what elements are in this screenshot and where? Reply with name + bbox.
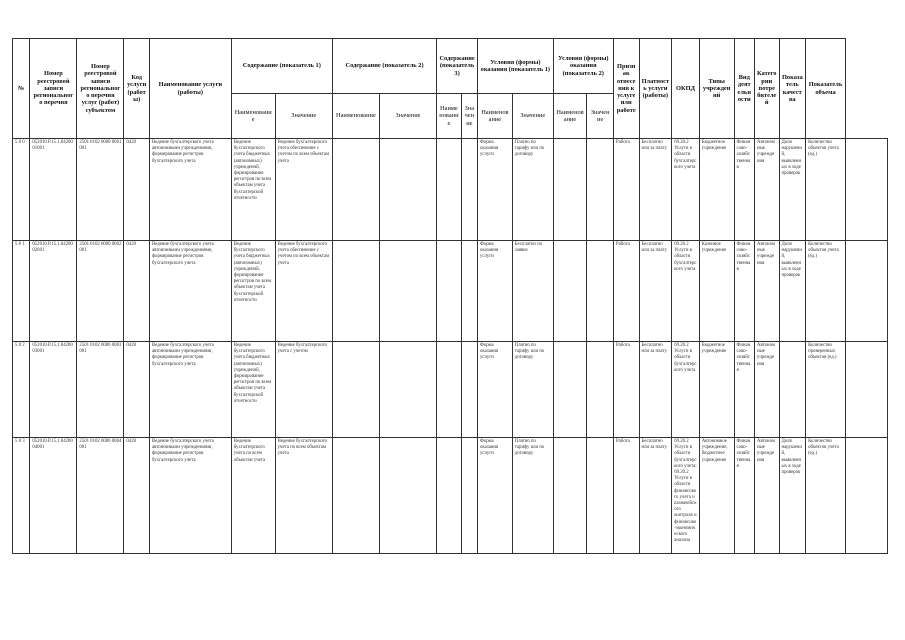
cell-content-2-name xyxy=(332,438,379,554)
cell-content-2-value xyxy=(379,139,436,241)
cell-consumers: Автономные учреждения xyxy=(754,342,779,438)
cell-extra xyxy=(845,342,887,438)
cell-registry-number: 052010.Р.15.1.0420001001 xyxy=(30,139,77,241)
cell-content-3-value xyxy=(461,438,477,554)
cell-activity: Финансово-хозяйственная xyxy=(734,241,754,342)
cell-okpd: 69.20.2 Услуги в области бухгалтерского учета xyxy=(672,342,700,438)
cell-no: 5 8 2 xyxy=(13,342,30,438)
cell-registry-number: 052010.Р.15.1.0420003001 xyxy=(30,342,77,438)
cell-volume: Количество проверенных объектов (ед.) xyxy=(806,342,846,438)
cell-content-2-name xyxy=(332,139,379,241)
cell-volume: Количество объектов учета (ед.) xyxy=(806,438,846,554)
cell-content-3-name xyxy=(437,342,462,438)
cell-okpd: 69.20.2 Услуги в области бухгалтерского учета; 69.20.2 Услуги в области финансового учета и казначейского контроля и финансово-экономического анализа xyxy=(672,438,700,554)
col-header-no: № xyxy=(13,39,30,139)
col-header-conditions-2: Условия (формы) оказания (показатель 2) xyxy=(553,39,613,94)
registry-table xyxy=(12,38,888,554)
col-header-consumers: Категории потребителей xyxy=(754,39,779,139)
cell-conditions-1-value: Платно по тарифу или по договору xyxy=(512,342,553,438)
cell-content-2-value xyxy=(379,241,436,342)
cell-volume: Количество объектов учета (ед.) xyxy=(806,241,846,342)
col-header-service-name: Наименование услуги (работы) xyxy=(149,39,231,139)
cell-content-2-value xyxy=(379,438,436,554)
cell-quality: Доля нарушений, выявленных в ходе проверок xyxy=(779,241,806,342)
cell-content-1-value: Ведение бухгалтерского учета с учетом xyxy=(275,342,332,438)
subheader-name: Наименование xyxy=(478,94,513,139)
cell-conditions-1-value: Платно по тарифу или по договору xyxy=(512,139,553,241)
col-header-content-2: Содержание (показатель 2) xyxy=(332,39,436,94)
subheader-value: Значение xyxy=(512,94,553,139)
cell-conditions-2-name xyxy=(553,139,587,241)
cell-conditions-1-value: Бесплатно по заявке xyxy=(512,241,553,342)
cell-content-3-value xyxy=(461,139,477,241)
cell-quality xyxy=(779,342,806,438)
cell-no: 5 8 0 xyxy=(13,139,30,241)
header-row xyxy=(13,39,888,94)
col-header-volume: Показатель объема xyxy=(806,39,846,139)
cell-consumers: Автономные учреждения xyxy=(754,241,779,342)
cell-kind: Работа xyxy=(613,241,639,342)
cell-institution-types: Бюджетное учреждение xyxy=(699,342,734,438)
col-header-kind: Признак отнесения к услуге или работе xyxy=(613,39,639,139)
cell-registry-number: 052010.Р.15.1.0420004001 xyxy=(30,438,77,554)
cell-content-1-name: Ведение бухгалтерского учета бюджетных (автономных) учреждений, формирование регистров по всем объектам учета бухгалтерской отчетности xyxy=(231,139,275,241)
cell-service-name: Ведение бухгалтерского учета автономными учреждениями, формирование регистров бухгалтерского учета xyxy=(149,241,231,342)
col-header-content-3: Содержание (показатель 3) xyxy=(437,39,478,94)
cell-content-3-name xyxy=(437,139,462,241)
cell-content-2-name xyxy=(332,342,379,438)
cell-paid: Бесплатно или за плату xyxy=(639,241,672,342)
cell-quality: Доля нарушений, выявленных в ходе проверок xyxy=(779,438,806,554)
cell-registry-number-subject: 2501 0102 0000 0001 001 xyxy=(77,139,124,241)
cell-content-1-name: Ведение бухгалтерского учета бюджетных (автономных) учреждений, формирование регистров по всем объектам учета бухгалтерской отчетности xyxy=(231,241,275,342)
cell-consumers: Автономные учреждения xyxy=(754,139,779,241)
col-header-paid: Платность услуги (работы) xyxy=(639,39,672,139)
cell-conditions-1-name: Форма оказания услуги xyxy=(478,241,513,342)
cell-conditions-2-value xyxy=(587,342,614,438)
cell-conditions-2-value xyxy=(587,139,614,241)
cell-paid: Бесплатно или за плату xyxy=(639,342,672,438)
cell-registry-number-subject: 2501 0102 0000 0004 001 xyxy=(77,438,124,554)
cell-conditions-1-value: Платно по тарифу или по договору xyxy=(512,438,553,554)
subheader-value: Значение xyxy=(461,94,477,139)
cell-content-1-name: Ведение бухгалтерского учета по всем объектам учета xyxy=(231,438,275,554)
cell-okpd: 69.20.2 Услуги в области бухгалтерского учета xyxy=(672,139,700,241)
cell-content-3-name xyxy=(437,241,462,342)
cell-kind: Работа xyxy=(613,438,639,554)
cell-extra xyxy=(845,139,887,241)
cell-activity: Финансово-хозяйственная xyxy=(734,139,754,241)
cell-content-1-name: Ведение бухгалтерского учета бюджетных (автономных) учреждений, формирование регистров по всем объектам учета бухгалтерской отчетности xyxy=(231,342,275,438)
cell-registry-number-subject: 2501 0102 0000 0003 001 xyxy=(77,342,124,438)
table-row xyxy=(13,438,888,554)
cell-content-2-value xyxy=(379,342,436,438)
cell-content-1-value: Ведение бухгалтерского учета обеспечение с учетом по всем объектам учета xyxy=(275,139,332,241)
cell-service-code: 0420 xyxy=(124,342,150,438)
col-header-activity: Вид деятельности xyxy=(734,39,754,139)
cell-conditions-1-name: Форма оказания услуги xyxy=(478,438,513,554)
cell-paid: Бесплатно или за плату xyxy=(639,438,672,554)
cell-conditions-1-name: Форма оказания услуги xyxy=(478,342,513,438)
col-header-quality: Показатель качества xyxy=(779,39,806,139)
cell-okpd: 69.20.2 Услуги в области бухгалтерского учета xyxy=(672,241,700,342)
cell-kind: Работа xyxy=(613,342,639,438)
col-header-registry-number-subject: Номер реестровой записи регионального перечня услуг (работ) субъектом xyxy=(77,39,124,139)
cell-conditions-2-value xyxy=(587,241,614,342)
table-row xyxy=(13,241,888,342)
cell-service-name: Ведение бухгалтерского учета автономными учреждениями, формирование регистров бухгалтерского учета xyxy=(149,139,231,241)
col-header-content-1: Содержание (показатель 1) xyxy=(231,39,332,94)
cell-content-3-value xyxy=(461,241,477,342)
col-header-okpd: ОКПД xyxy=(672,39,700,139)
cell-institution-types: Казенное учреждение xyxy=(699,241,734,342)
cell-registry-number-subject: 2501 0102 0000 0002 001 xyxy=(77,241,124,342)
cell-activity: Финансово-хозяйственная xyxy=(734,438,754,554)
cell-service-code: 0420 xyxy=(124,438,150,554)
subheader-name: Наименование xyxy=(231,94,275,139)
cell-content-1-value: Ведение бухгалтерского учета обеспечение с учетом по всем объектам учета xyxy=(275,241,332,342)
cell-kind: Работа xyxy=(613,139,639,241)
cell-institution-types: Бюджетное учреждение xyxy=(699,139,734,241)
cell-activity: Финансово-хозяйственная xyxy=(734,342,754,438)
cell-conditions-2-name xyxy=(553,438,587,554)
cell-service-code: 0420 xyxy=(124,139,150,241)
col-header-registry-number: Номер реестровой записи регионального перечня xyxy=(30,39,77,139)
cell-no: 5 8 3 xyxy=(13,438,30,554)
cell-quality: Доля нарушений, выявленных в ходе проверок xyxy=(779,139,806,241)
cell-service-name: Ведение бухгалтерского учета автономными учреждениями, формирование регистров бухгалтерского учета xyxy=(149,438,231,554)
cell-institution-types: Автономное учреждение; бюджетное учреждение xyxy=(699,438,734,554)
cell-conditions-2-value xyxy=(587,438,614,554)
subheader-name: Наименование xyxy=(437,94,462,139)
cell-registry-number: 052010.Р.15.1.0420002001 xyxy=(30,241,77,342)
cell-extra xyxy=(845,438,887,554)
col-header-institution-types: Типы учреждений xyxy=(699,39,734,139)
registry-sheet xyxy=(12,38,888,554)
table-row xyxy=(13,139,888,241)
cell-no: 5 8 1 xyxy=(13,241,30,342)
subheader-name: Наименование xyxy=(553,94,587,139)
cell-paid: Бесплатно или за плату xyxy=(639,139,672,241)
cell-content-3-value xyxy=(461,342,477,438)
cell-content-2-name xyxy=(332,241,379,342)
cell-extra xyxy=(845,241,887,342)
cell-volume: Количество объектов учета (ед.) xyxy=(806,139,846,241)
subheader-name: Наименование xyxy=(332,94,379,139)
cell-conditions-2-name xyxy=(553,241,587,342)
col-header-service-code: Код услуги (работы) xyxy=(124,39,150,139)
subheader-value: Значение xyxy=(587,94,614,139)
table-row xyxy=(13,342,888,438)
cell-conditions-2-name xyxy=(553,342,587,438)
cell-content-1-value: Ведение бухгалтерского учета по всем объектам учета xyxy=(275,438,332,554)
cell-conditions-1-name: Форма оказания услуги xyxy=(478,139,513,241)
subheader-value: Значение xyxy=(275,94,332,139)
cell-content-3-name xyxy=(437,438,462,554)
cell-service-name: Ведение бухгалтерского учета автономными учреждениями, формирование регистров бухгалтерского учета xyxy=(149,342,231,438)
col-header-conditions-1: Условия (формы) оказания (показатель 1) xyxy=(478,39,554,94)
subheader-value: Значение xyxy=(379,94,436,139)
cell-service-code: 0420 xyxy=(124,241,150,342)
cell-consumers: Автономные учреждения xyxy=(754,438,779,554)
